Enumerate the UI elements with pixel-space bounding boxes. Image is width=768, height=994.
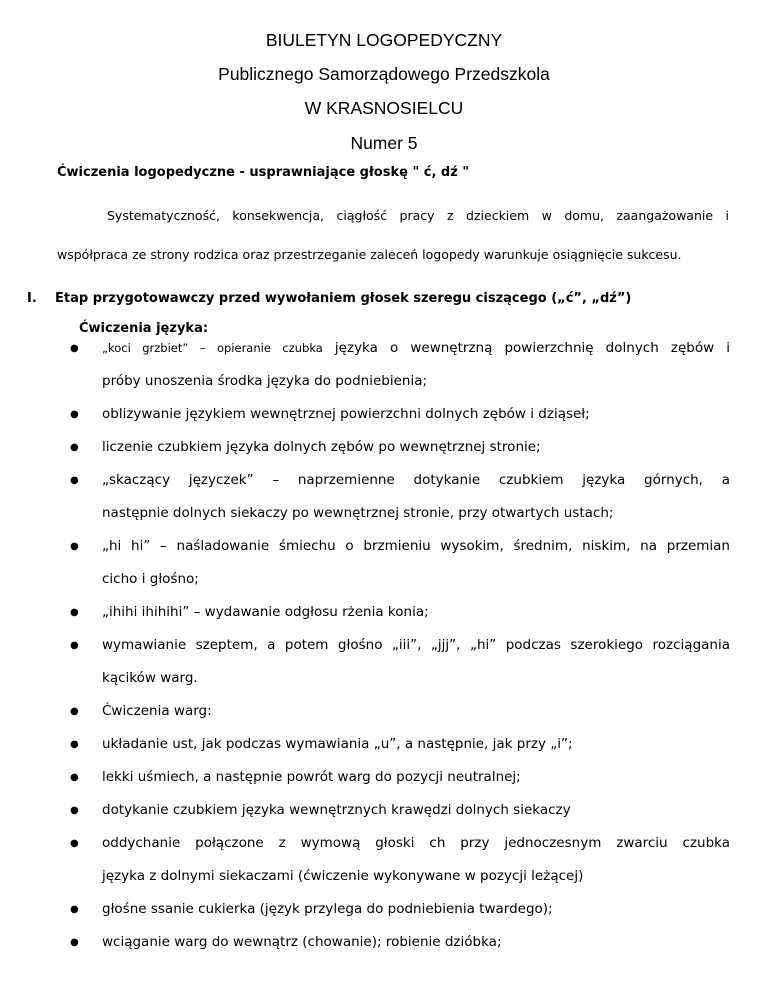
list-item — [69, 695, 730, 728]
list-item — [69, 431, 730, 464]
list-item — [69, 332, 730, 398]
bulletin-location: W KRASNOSIELCU — [304, 98, 464, 118]
bullet-icon: ● — [70, 640, 79, 651]
bullet-icon: ● — [70, 838, 79, 849]
bullet-icon: ● — [70, 409, 79, 420]
item-text: liczenie czubkiem języka dolnych zębów po wewnętrznej stronie; — [102, 439, 541, 455]
item-text: kącików warg. — [102, 670, 198, 686]
bulletin-title: BIULETYN LOGOPEDYCZNY — [265, 30, 503, 50]
bullet-icon: ● — [70, 607, 79, 618]
intro-line-1: Systematyczność, konsekwencja, ciągłość pracy z dzieckiem w domu, zaangażowanie i — [107, 208, 729, 223]
list-item — [69, 629, 730, 695]
list-item — [69, 464, 730, 530]
item-text: „hi hi” – naśladowanie śmiechu o brzmieniu wysokim, średnim, niskim, na przemian — [102, 538, 730, 554]
item-text: Ćwiczenia warg: — [102, 703, 212, 719]
item-text: języka z dolnymi siekaczami (ćwiczenie wykonywane w pozycji leżącej) — [102, 868, 584, 884]
item-text: cicho i głośno; — [102, 571, 199, 587]
item-text: następnie dolnych siekaczy po wewnętrznej stronie, przy otwartych ustach; — [102, 505, 614, 521]
exercise-heading: Ćwiczenia logopedyczne - usprawniające głoskę " ć, dź " — [57, 165, 470, 180]
section-title: Etap przygotowawczy przed wywołaniem głosek szeregu ciszącego („ć”, „dź”) — [55, 291, 632, 306]
exercise-list — [69, 332, 730, 959]
bullet-icon: ● — [70, 442, 79, 453]
list-item — [69, 398, 730, 431]
list-item — [69, 596, 730, 629]
item-text: lekki uśmiech, a następnie powrót warg do pozycji neutralnej; — [102, 769, 521, 785]
list-item — [69, 530, 730, 596]
list-item — [69, 761, 730, 794]
list-item — [69, 728, 730, 761]
bullet-icon: ● — [70, 937, 79, 948]
item-text: oblizywanie językiem wewnętrznej powierzchni dolnych zębów i dziąseł; — [102, 406, 590, 422]
bullet-icon: ● — [70, 739, 79, 750]
list-item — [69, 893, 730, 926]
item-text: dotykanie czubkiem języka wewnętrznych krawędzi dolnych siekaczy — [102, 802, 571, 818]
item-line — [102, 332, 730, 365]
section-number: I. — [27, 291, 37, 306]
bulletin-subtitle: Publicznego Samorządowego Przedszkola — [218, 64, 550, 84]
bullet-icon: ● — [70, 772, 79, 783]
item-text: „ihihi ihihihi” – wydawanie odgłosu rżenia konia; — [102, 604, 429, 620]
bullet-icon: ● — [70, 805, 79, 816]
item-text: oddychanie połączone z wymową głoski ch przy jednoczesnym zwarciu czubka — [102, 835, 730, 851]
issue-number: Numer 5 — [350, 133, 418, 153]
item-text: próby unoszenia środka języka do podniebienia; — [102, 373, 428, 389]
list-item — [69, 794, 730, 827]
item-text: wymawianie szeptem, a potem głośno „iii”, „jjj”, „hi” podczas szerokiego rozciągania — [102, 637, 730, 653]
section-heading — [27, 290, 631, 308]
list-item — [69, 926, 730, 959]
item-text: głośne ssanie cukierka (język przylega do podniebienia twardego); — [102, 901, 553, 917]
tongue-exercises-subheading: Ćwiczenia języka: — [79, 321, 209, 336]
item-text: języka o wewnętrzną powierzchnię dolnych zębów i — [334, 340, 730, 356]
bullet-icon: ● — [70, 706, 79, 717]
item-lead: „koci grzbiet” – opieranie czubka — [102, 341, 323, 355]
bullet-icon: ● — [70, 475, 79, 486]
item-text: „skaczący języczek” – naprzemienne dotykanie czubkiem języka górnych, a — [102, 472, 730, 488]
list-item — [69, 827, 730, 893]
intro-line-2: współpraca ze strony rodzica oraz przestrzeganie zaleceń logopedy warunkuje osiągnięcie sukcesu. — [57, 247, 682, 262]
item-text: układanie ust, jak podczas wymawiania „u”, a następnie, jak przy „i”; — [102, 736, 573, 752]
bullet-icon: ● — [70, 541, 79, 552]
item-text: wciąganie warg do wewnątrz (chowanie); robienie dzióbka; — [102, 934, 502, 950]
bullet-icon: ● — [70, 343, 79, 354]
bullet-icon: ● — [70, 904, 79, 915]
